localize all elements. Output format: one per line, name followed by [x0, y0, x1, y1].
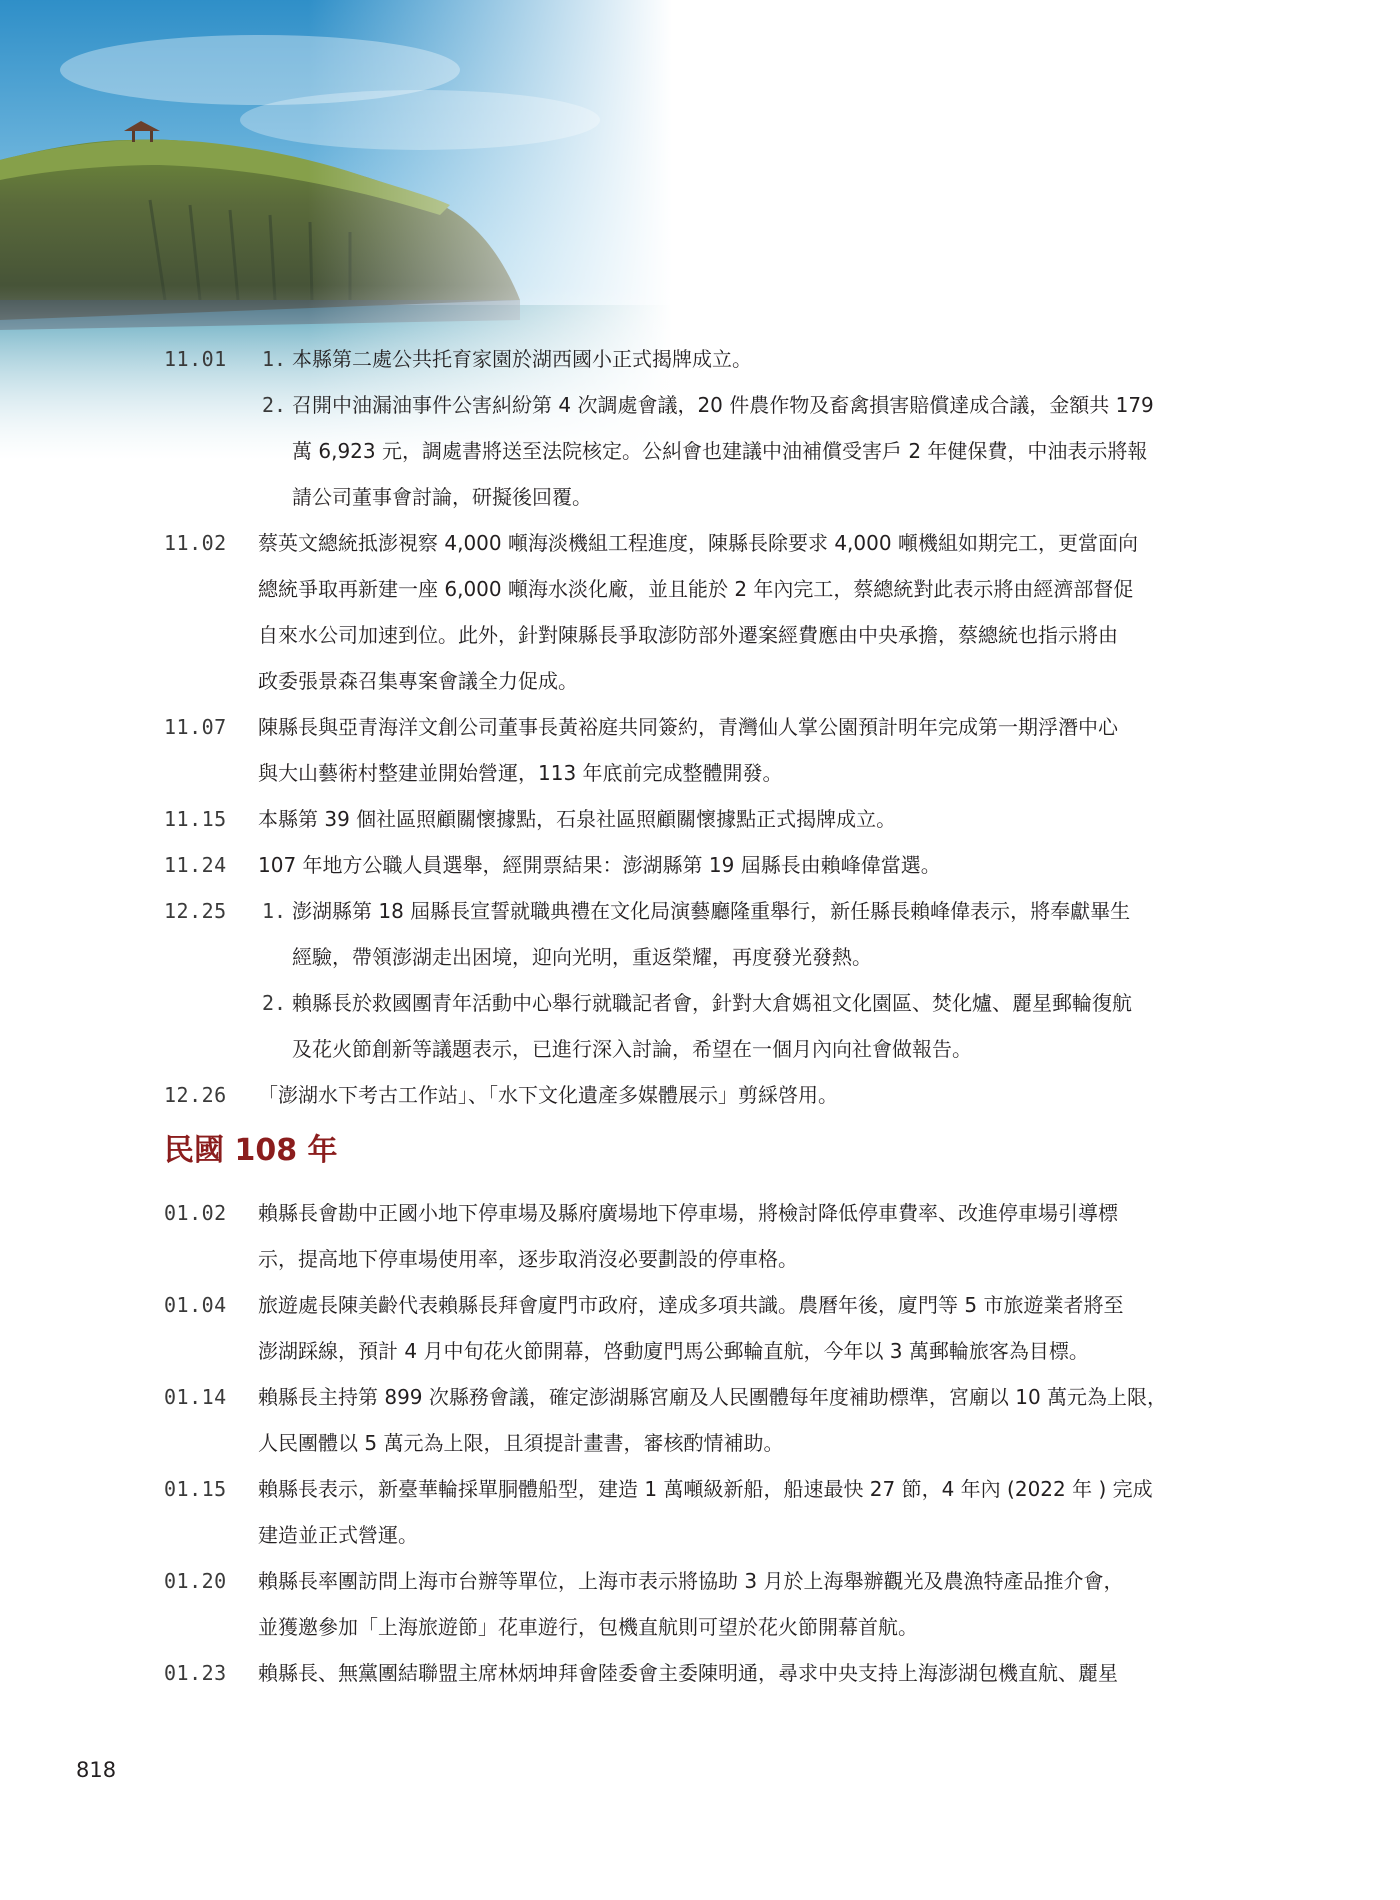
- entry-date: 11.24: [164, 853, 227, 877]
- entry-date: 11.15: [164, 807, 227, 831]
- entry-date: 11.07: [164, 715, 227, 739]
- entry-date: 01.14: [164, 1385, 227, 1409]
- entry-text-line: 本縣第二處公共托育家園於湖西國小正式揭牌成立。: [292, 347, 752, 371]
- entry-text-line: 萬 6,923 元，調處書將送至法院核定。公糾會也建議中油補償受害戶 2 年健保費，中油表示將報: [292, 439, 1148, 463]
- entry-date: 01.02: [164, 1201, 227, 1225]
- item-number: 2.: [262, 393, 287, 417]
- entry-text-line: 召開中油漏油事件公害糾紛第 4 次調處會議，20 件農作物及畜禽損害賠償達成合議，金額共 179: [292, 393, 1154, 417]
- entry-date: 01.04: [164, 1293, 227, 1317]
- entry-date: 01.23: [164, 1661, 227, 1685]
- entry-date: 11.02: [164, 531, 227, 555]
- section-heading-year: 民國 108 年: [164, 1133, 338, 1168]
- entry-text-line: 陳縣長與亞青海洋文創公司董事長黃裕庭共同簽約，青灣仙人掌公園預計明年完成第一期浮潛中心: [258, 715, 1118, 739]
- entry-text-line: 賴縣長、無黨團結聯盟主席林炳坤拜會陸委會主委陳明通，尋求中央支持上海澎湖包機直航、麗星: [258, 1661, 1118, 1685]
- entry-text-line: 政委張景森召集專案會議全力促成。: [258, 669, 578, 693]
- entry-date: 12.26: [164, 1083, 227, 1107]
- page-number: 818: [76, 1758, 117, 1782]
- entry-text-line: 「澎湖水下考古工作站」、「水下文化遺產多媒體展示」剪綵啓用。: [258, 1083, 838, 1107]
- entry-text-line: 及花火節創新等議題表示，已進行深入討論，希望在一個月內向社會做報告。: [292, 1037, 972, 1061]
- entry-text-line: 與大山藝術村整建並開始營運，113 年底前完成整體開發。: [258, 761, 783, 785]
- entry-text-line: 請公司董事會討論，研擬後回覆。: [292, 485, 592, 509]
- entry-text-line: 賴縣長於救國團青年活動中心舉行就職記者會，針對大倉媽祖文化園區、焚化爐、麗星郵輪復航: [292, 991, 1132, 1015]
- entry-text-line: 並獲邀參加「上海旅遊節」花車遊行，包機直航則可望於花火節開幕首航。: [258, 1615, 918, 1639]
- entry-date: 12.25: [164, 899, 227, 923]
- entry-text-line: 人民團體以 5 萬元為上限，且須提計畫書，審核酌情補助。: [258, 1431, 784, 1455]
- item-number: 2.: [262, 991, 287, 1015]
- entry-text-line: 賴縣長主持第 899 次縣務會議，確定澎湖縣宮廟及人民團體每年度補助標準，宮廟以 10 萬元為上限，: [258, 1385, 1168, 1409]
- entry-text-line: 自來水公司加速到位。此外，針對陳縣長爭取澎防部外遷案經費應由中央承擔，蔡總統也指示將由: [258, 623, 1118, 647]
- entry-text-line: 經驗，帶領澎湖走出困境，迎向光明，重返榮耀，再度發光發熱。: [292, 945, 872, 969]
- entry-text-line: 107 年地方公職人員選舉，經開票結果：澎湖縣第 19 屆縣長由賴峰偉當選。: [258, 853, 941, 877]
- entry-text-line: 建造並正式營運。: [258, 1523, 418, 1547]
- entry-text-line: 澎湖踩線，預計 4 月中旬花火節開幕，啓動廈門馬公郵輪直航，今年以 3 萬郵輪旅客為目標。: [258, 1339, 1089, 1363]
- entry-text-line: 示，提高地下停車場使用率，逐步取消沒必要劃設的停車格。: [258, 1247, 798, 1271]
- entry-date: 01.20: [164, 1569, 227, 1593]
- entry-text-line: 賴縣長率團訪問上海市台辦等單位，上海市表示將協助 3 月於上海舉辦觀光及農漁特產品推介會，: [258, 1569, 1124, 1593]
- item-number: 1.: [262, 347, 287, 371]
- entry-text-line: 旅遊處長陳美齡代表賴縣長拜會廈門市政府，達成多項共識。農曆年後，廈門等 5 市旅遊業者將至: [258, 1293, 1124, 1317]
- entry-text-line: 澎湖縣第 18 屆縣長宣誓就職典禮在文化局演藝廳隆重舉行，新任縣長賴峰偉表示，將奉獻畢生: [292, 899, 1131, 923]
- entry-text-line: 賴縣長會勘中正國小地下停車場及縣府廣場地下停車場，將檢討降低停車費率、改進停車場引導標: [258, 1201, 1118, 1225]
- entry-text-line: 本縣第 39 個社區照顧關懷據點，石泉社區照顧關懷據點正式揭牌成立。: [258, 807, 897, 831]
- entry-date: 11.01: [164, 347, 227, 371]
- entry-date: 01.15: [164, 1477, 227, 1501]
- item-number: 1.: [262, 899, 287, 923]
- entry-text-line: 蔡英文總統抵澎視察 4,000 噸海淡機組工程進度，陳縣長除要求 4,000 噸機組如期完工，更當面向: [258, 531, 1138, 555]
- entry-text-line: 總統爭取再新建一座 6,000 噸海水淡化廠，並且能於 2 年內完工，蔡總統對此表示將由經濟部督促: [258, 577, 1134, 601]
- entry-text-line: 賴縣長表示，新臺華輪採單胴體船型，建造 1 萬噸級新船，船速最快 27 節，4 年內 (2022 年 ) 完成: [258, 1477, 1153, 1501]
